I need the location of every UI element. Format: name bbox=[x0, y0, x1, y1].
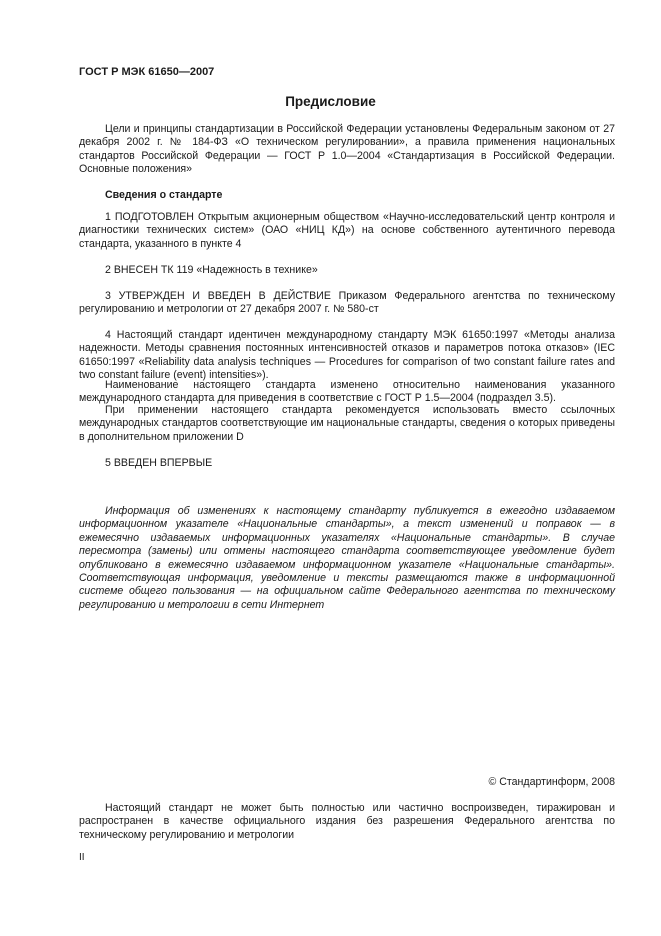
amendments-notice: Информация об изменениях к настоящему стандарту публикуется в ежегодно издаваемом информационном указателе «Национальные стандарты», а текст изменений и поправок — в ежемесячно издаваемых информационных указателях «Национальные стандарты». В случае пересмотра (замены) или отмены настоящего стандарта соответствующее уведомление будет опубликовано в ежемесячно издаваемом информационном указателе «Национальные стандарты». Соответствующая информация, уведомление и тексты размещаются также в информационной системе общего пользования — на официальном сайте Федерального агентства по техническому регулированию и метрологии в сети Интернет bbox=[79, 505, 615, 611]
page-number: II bbox=[79, 852, 85, 863]
page-title: Предисловие bbox=[285, 94, 376, 109]
item-3-paragraph: 3 УТВЕРЖДЕН И ВВЕДЕН В ДЕЙСТВИЕ Приказом Федерального агентства по техническому регулированию и метрологии от 27 декабря 2007 г. № 580-ст bbox=[79, 290, 615, 316]
item-4-name-note: Наименование настоящего стандарта изменено относительно наименования указанного международного стандарта для приведения в соответствие с ГОСТ Р 1.5—2004 (подраздел 3.5). bbox=[79, 379, 615, 405]
item-1-paragraph: 1 ПОДГОТОВЛЕН Открытым акционерным обществом «Научно-исследовательский центр контроля и диагностики технических систем» (ОАО «НИЦ КД») на основе собственного аутентичного перевода стандарта, указанного в пункте 4 bbox=[79, 211, 615, 250]
item-2-paragraph: 2 ВНЕСЕН ТК 119 «Надежность в технике» bbox=[105, 264, 318, 276]
intro-paragraph: Цели и принципы стандартизации в Российской Федерации установлены Федеральным законом от 27 декабря 2002 г. № 184-ФЗ «О техническом регулировании», а правила применения национальных стандартов Российской Федерации — ГОСТ Р 1.0—2004 «Стандартизация в Российской Федерации. Основные положения» bbox=[79, 123, 615, 176]
standard-code: ГОСТ Р МЭК 61650—2007 bbox=[79, 66, 215, 78]
copyright-line: © Стандартинформ, 2008 bbox=[488, 776, 615, 788]
reproduction-notice: Настоящий стандарт не может быть полностью или частично воспроизведен, тиражирован и распространен в качестве официального издания без разрешения Федерального агентства по техническому регулированию и метрологии bbox=[79, 802, 615, 841]
section-subheading: Сведения о стандарте bbox=[105, 189, 223, 201]
item-4-paragraph: 4 Настоящий стандарт идентичен международному стандарту МЭК 61650:1997 «Методы анализа надежности. Методы сравнения постоянных интенсивностей отказов и параметров потока отказов» (IEC 61650:1997 «Reliability data analysis techniques — Procedures for comparison of two constant failure rates and two constant failure (event) intensities»). bbox=[79, 329, 615, 382]
item-5-paragraph: 5 ВВЕДЕН ВПЕРВЫЕ bbox=[105, 457, 213, 469]
item-4-references-note: При применении настоящего стандарта рекомендуется использовать вместо ссылочных международных стандартов соответствующие им национальные стандарты, сведения о которых приведены в дополнительном приложении D bbox=[79, 404, 615, 443]
